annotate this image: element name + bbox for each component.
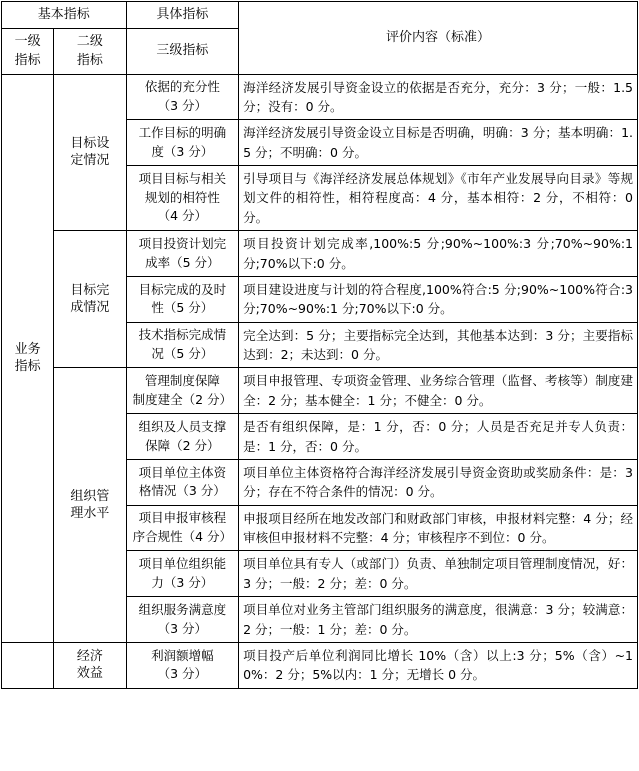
level3-line: 度（3 分） — [151, 143, 214, 159]
level3-indicator — [126, 597, 239, 643]
table-row — [2, 74, 638, 120]
level1-spacer — [2, 642, 54, 688]
level3-line: （3 分） — [157, 620, 208, 636]
level2-goal-completion-line1: 目标完 — [70, 282, 110, 298]
level3-line: 保障（2 分） — [145, 437, 220, 453]
header-group-specific: 具体指标 — [126, 2, 239, 29]
level2-goal-setting-line2: 定情况 — [70, 153, 110, 169]
level2-org-line1: 组织管 — [70, 488, 110, 504]
header-level1-line2: 指标 — [14, 53, 41, 68]
evaluation-content: 项目单位主体资格符合海洋经济发展引导资金资助或奖励条件：是：3 分；存在不符合条件的情况：0 分。 — [239, 459, 638, 505]
level3-line: 利润额增幅 — [151, 647, 214, 663]
level3-indicator — [126, 414, 239, 460]
level3-line: 格情况（3 分） — [138, 483, 226, 499]
level3-indicator — [126, 505, 239, 551]
evaluation-content: 项目建设进度与计划的符合程度,100%符合:5 分;90%~100%符合:3 分;70%~90%:1 分;70%以下:0 分。 — [239, 276, 638, 322]
level3-line: 技术指标完成情 — [138, 327, 227, 343]
level3-line: 规划的相符性 — [144, 189, 220, 205]
level3-indicator — [126, 276, 239, 322]
evaluation-content: 海洋经济发展引导资金设立目标是否明确，明确：3 分；基本明确：1.5 分；不明确：0 分。 — [239, 120, 638, 166]
level3-line: 依据的充分性 — [144, 79, 220, 95]
level3-line: 项目目标与相关 — [138, 170, 227, 186]
table-header-row-1 — [2, 2, 638, 29]
level3-indicator — [126, 368, 239, 414]
evaluation-table — [1, 1, 638, 689]
evaluation-content: 海洋经济发展引导资金设立的依据是否充分，充分：3 分；一般：1.5 分；没有：0 分。 — [239, 74, 638, 120]
level2-goal-completion — [54, 231, 126, 368]
level3-line: 组织服务满意度 — [138, 601, 227, 617]
level3-indicator — [126, 551, 239, 597]
level3-line: 工作目标的明确 — [138, 124, 227, 140]
evaluation-content: 项目单位具有专人（或部门）负责、单独制定项目管理制度情况，好：3 分；一般：2 分；差：0 分。 — [239, 551, 638, 597]
table-row — [2, 231, 638, 277]
level2-organization-management — [54, 368, 126, 643]
table-row — [2, 642, 638, 688]
level3-indicator — [126, 120, 239, 166]
level2-goal-setting — [54, 74, 126, 231]
table-row — [2, 368, 638, 414]
level3-line: 力（3 分） — [151, 574, 214, 590]
header-level2 — [54, 28, 126, 74]
level1-business-line2: 指标 — [14, 359, 41, 375]
level3-line: （3 分） — [157, 666, 208, 682]
header-group-content: 评价内容（标准） — [239, 2, 638, 75]
level3-line: 组织及人员支撑 — [138, 418, 227, 434]
level3-line: （4 分） — [157, 208, 208, 224]
header-level1-line1: 一级 — [14, 33, 41, 49]
level3-line: 项目申报审核程 — [138, 510, 227, 526]
header-level2-line2: 指标 — [76, 53, 103, 68]
evaluation-content: 申报项目经所在地发改部门和财政部门审核，申报材料完整：4 分；经审核但申报材料不完整：4 分；审核程序不到位：0 分。 — [239, 505, 638, 551]
level1-business-line1: 业务 — [14, 341, 41, 357]
header-level2-line1: 二级 — [76, 33, 103, 49]
level3-line: 项目单位主体资 — [138, 464, 227, 480]
level2-economic-benefit — [54, 642, 126, 688]
level3-line: 性（5 分） — [151, 300, 214, 316]
evaluation-content: 项目投资计划完成率,100%:5 分;90%~100%:3 分;70%~90%:1 分;70%以下:0 分。 — [239, 231, 638, 277]
evaluation-content: 项目投产后单位利润同比增长 10%（含）以上:3 分；5%（含）~10%：2 分；5%以内：1 分；无增长 0 分。 — [239, 642, 638, 688]
level3-indicator — [126, 459, 239, 505]
level2-goal-setting-line1: 目标设 — [70, 135, 110, 151]
level3-line: 制度建全（2 分） — [132, 391, 233, 407]
level3-line: 序合规性（4 分） — [132, 529, 233, 544]
header-level1 — [2, 28, 54, 74]
evaluation-content: 项目单位对业务主管部门组织服务的满意度，很满意：3 分；较满意：2 分；一般：1 分；差：0 分。 — [239, 597, 638, 643]
level2-econ-line1: 经济 — [76, 648, 103, 664]
level1-business — [2, 74, 54, 642]
evaluation-content: 完全达到：5 分；主要指标完全达到，其他基本达到：3 分；主要指标达到：2；未达到：0 分。 — [239, 322, 638, 368]
level3-indicator — [126, 231, 239, 277]
evaluation-content: 是否有组织保障，是：1 分，否：0 分；人员是否充足并专人负责：是：1 分，否：0 分。 — [239, 414, 638, 460]
level2-org-line2: 理水平 — [70, 506, 110, 522]
evaluation-content: 引导项目与《海洋经济发展总体规划》《市年产业发展导向目录》等规划文件的相符性，相符程度高：4 分，基本相符：2 分，不相符：0 分。 — [239, 166, 638, 231]
level2-goal-completion-line2: 成情况 — [70, 300, 110, 316]
level3-indicator — [126, 166, 239, 231]
level3-indicator — [126, 642, 239, 688]
evaluation-content: 项目申报管理、专项资金管理、业务综合管理（监督、考核等）制度建全：2 分；基本健全：1 分；不健全：0 分。 — [239, 368, 638, 414]
header-level3: 三级指标 — [126, 28, 239, 74]
level3-indicator — [126, 74, 239, 120]
level3-line: 管理制度保障 — [144, 373, 220, 388]
level3-line: 项目投资计划完 — [138, 235, 227, 251]
level3-line: 项目单位组织能 — [138, 556, 227, 571]
level3-line: （3 分） — [157, 97, 208, 113]
level3-line: 成率（5 分） — [145, 254, 220, 270]
header-group-basic: 基本指标 — [2, 2, 127, 29]
level3-line: 目标完成的及时 — [138, 281, 227, 297]
level3-indicator — [126, 322, 239, 368]
level3-line: 况（5 分） — [151, 346, 214, 361]
level2-econ-line2: 效益 — [76, 666, 103, 682]
